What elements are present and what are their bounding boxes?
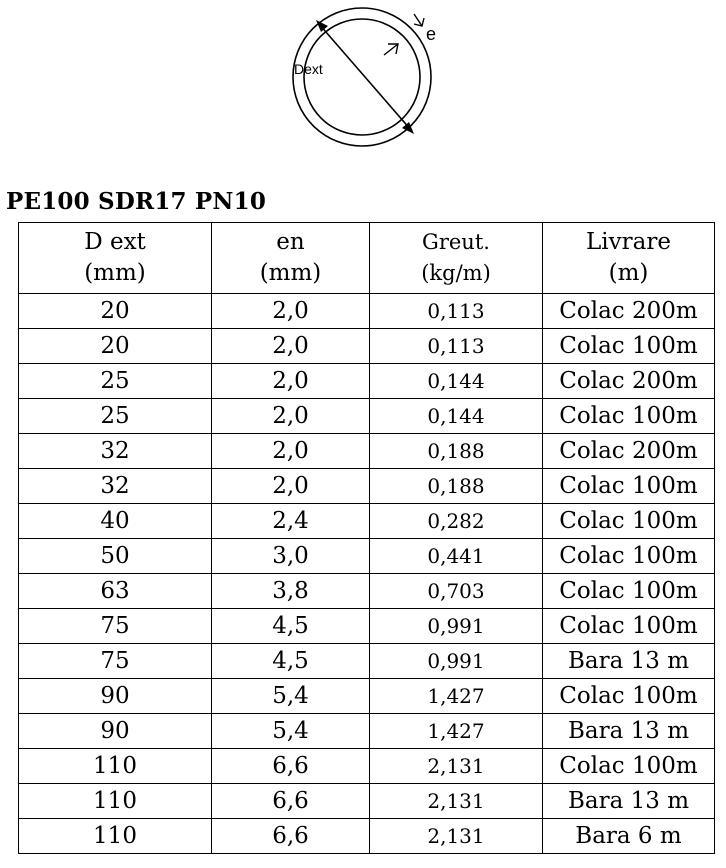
cell-en: 6,6 xyxy=(212,819,370,854)
cell-dext: 20 xyxy=(19,329,212,364)
cell-delivery: Colac 200m xyxy=(543,434,715,469)
cell-weight: 0,282 xyxy=(370,504,543,539)
cell-delivery: Bara 13 m xyxy=(543,784,715,819)
product-heading: PE100 SDR17 PN10 xyxy=(6,188,267,215)
cell-delivery: Colac 100m xyxy=(543,504,715,539)
pipe-diagram-svg xyxy=(286,2,446,152)
cell-en: 5,4 xyxy=(212,714,370,749)
cell-delivery: Bara 13 m xyxy=(543,714,715,749)
header-en: en (mm) xyxy=(212,223,370,294)
cell-weight: 0,188 xyxy=(370,469,543,504)
cell-en: 2,0 xyxy=(212,329,370,364)
table-row xyxy=(19,749,715,784)
table-row xyxy=(19,469,715,504)
cell-en: 4,5 xyxy=(212,644,370,679)
cell-weight: 0,703 xyxy=(370,574,543,609)
cell-dext: 110 xyxy=(19,819,212,854)
cell-dext: 90 xyxy=(19,714,212,749)
header-weight: Greut. (kg/m) xyxy=(370,223,543,294)
cell-dext: 63 xyxy=(19,574,212,609)
header-delivery: Livrare (m) xyxy=(543,223,715,294)
table-row xyxy=(19,399,715,434)
cell-dext: 32 xyxy=(19,434,212,469)
cell-en: 5,4 xyxy=(212,679,370,714)
cell-dext: 90 xyxy=(19,679,212,714)
cell-delivery: Colac 100m xyxy=(543,574,715,609)
cell-en: 6,6 xyxy=(212,749,370,784)
cell-en: 3,8 xyxy=(212,574,370,609)
cell-weight: 0,144 xyxy=(370,399,543,434)
cell-dext: 20 xyxy=(19,294,212,329)
pipe-spec-table xyxy=(18,222,715,854)
cell-delivery: Colac 200m xyxy=(543,294,715,329)
table-header-row xyxy=(19,223,715,294)
cell-weight: 2,131 xyxy=(370,819,543,854)
cell-en: 3,0 xyxy=(212,539,370,574)
cell-weight: 0,441 xyxy=(370,539,543,574)
cell-delivery: Colac 100m xyxy=(543,469,715,504)
wall-thickness-label: e xyxy=(426,24,437,44)
cell-en: 2,4 xyxy=(212,504,370,539)
cell-dext: 32 xyxy=(19,469,212,504)
cell-delivery: Colac 100m xyxy=(543,749,715,784)
cell-dext: 110 xyxy=(19,749,212,784)
table-row xyxy=(19,329,715,364)
cell-delivery: Colac 200m xyxy=(543,364,715,399)
cell-en: 4,5 xyxy=(212,609,370,644)
table-row xyxy=(19,679,715,714)
table-row xyxy=(19,714,715,749)
table-row xyxy=(19,434,715,469)
pipe-cross-section-diagram xyxy=(286,2,446,152)
cell-weight: 0,991 xyxy=(370,644,543,679)
cell-delivery: Colac 100m xyxy=(543,679,715,714)
cell-delivery: Colac 100m xyxy=(543,399,715,434)
cell-delivery: Colac 100m xyxy=(543,329,715,364)
cell-delivery: Colac 100m xyxy=(543,539,715,574)
cell-dext: 25 xyxy=(19,364,212,399)
table-row xyxy=(19,644,715,679)
dext-arrowhead-start xyxy=(316,20,328,32)
table-row xyxy=(19,819,715,854)
cell-dext: 50 xyxy=(19,539,212,574)
table-row xyxy=(19,504,715,539)
table-row xyxy=(19,539,715,574)
table-row xyxy=(19,364,715,399)
header-dext: D ext (mm) xyxy=(19,223,212,294)
dext-label: Dext xyxy=(294,61,323,77)
cell-delivery: Colac 100m xyxy=(543,609,715,644)
table-row xyxy=(19,294,715,329)
cell-weight: 2,131 xyxy=(370,784,543,819)
table-row xyxy=(19,574,715,609)
cell-weight: 1,427 xyxy=(370,714,543,749)
cell-en: 6,6 xyxy=(212,784,370,819)
pipe-inner-circle xyxy=(304,19,420,135)
cell-en: 2,0 xyxy=(212,469,370,504)
cell-weight: 1,427 xyxy=(370,679,543,714)
cell-weight: 0,113 xyxy=(370,329,543,364)
cell-en: 2,0 xyxy=(212,364,370,399)
dext-dimension-line xyxy=(319,24,411,130)
cell-weight: 0,991 xyxy=(370,609,543,644)
cell-weight: 0,113 xyxy=(370,294,543,329)
cell-en: 2,0 xyxy=(212,294,370,329)
table-row xyxy=(19,609,715,644)
cell-dext: 25 xyxy=(19,399,212,434)
cell-dext: 110 xyxy=(19,784,212,819)
cell-delivery: Bara 13 m xyxy=(543,644,715,679)
cell-en: 2,0 xyxy=(212,434,370,469)
table-row xyxy=(19,784,715,819)
cell-weight: 0,144 xyxy=(370,364,543,399)
cell-weight: 2,131 xyxy=(370,749,543,784)
cell-dext: 75 xyxy=(19,644,212,679)
cell-delivery: Bara 6 m xyxy=(543,819,715,854)
cell-weight: 0,188 xyxy=(370,434,543,469)
cell-dext: 40 xyxy=(19,504,212,539)
cell-dext: 75 xyxy=(19,609,212,644)
cell-en: 2,0 xyxy=(212,399,370,434)
